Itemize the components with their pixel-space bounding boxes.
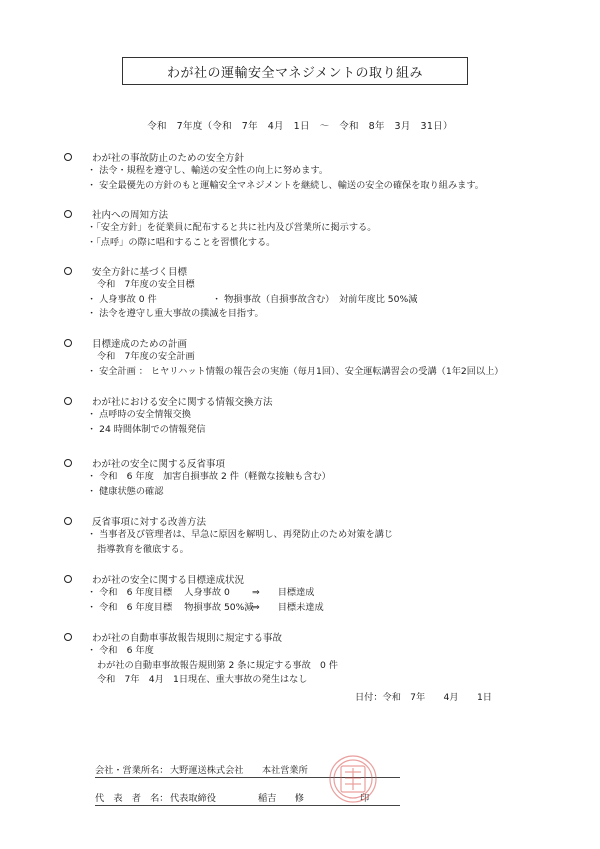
company-seal-stamp (327, 748, 379, 810)
arrow-right-icon: ⇒ (252, 587, 260, 598)
section-accident-report (64, 630, 564, 688)
document-date: 日付：令和 7年 4月 1日 (355, 692, 492, 703)
section-safety-targets (64, 264, 564, 322)
representative-name: 稲吉 修 (258, 793, 304, 804)
circle-bullet-icon (64, 267, 72, 275)
target-personal-injury: ・ 人身事故 0 件 (87, 293, 157, 305)
list-item: わが社の自動車事故報告規則第 2 条に規定する事故 0 件 (97, 659, 338, 671)
status-result: 目標未達成 (277, 601, 324, 613)
section-heading: わが社の安全に関する目標達成状況 (92, 575, 245, 586)
arrow-right-icon: ⇒ (252, 601, 260, 613)
circle-bullet-icon (64, 517, 72, 525)
section-safety-policy (64, 150, 564, 193)
representative-label: 代 表 者 名： (95, 793, 169, 804)
list-item (64, 293, 564, 308)
list-item: 指導教育を徹底する。 (97, 543, 189, 555)
section-heading: 反省事項に対する改善方法 (92, 517, 207, 528)
list-item: ・ 法令・規程を遵守し、輸送の安全性の向上に努めます。 (87, 165, 329, 176)
list-item: ・ 当事者及び管理者は、早急に原因を解明し、再発防止のため対策を講じ (87, 529, 394, 540)
section-heading: わが社の安全に関する反省事項 (92, 459, 226, 470)
status-result: 目標達成 (277, 587, 315, 598)
list-item: ・ 令和 6 年度 (87, 645, 154, 656)
circle-bullet-icon (64, 153, 72, 161)
list-item: ・ 健康状態の確認 (87, 485, 164, 497)
list-item: ・ 24 時間体制での情報発信 (87, 423, 206, 435)
section-heading: わが社の事故防止のための安全方針 (92, 153, 245, 164)
circle-bullet-icon (64, 210, 72, 218)
circle-bullet-icon (64, 339, 72, 347)
circle-bullet-icon (64, 575, 72, 583)
section-heading: わが社における安全に関する情報交換方法 (92, 397, 273, 408)
section-heading: 社内への周知方法 (92, 210, 169, 221)
circle-bullet-icon (64, 633, 72, 641)
representative-title: 代表取締役 (170, 793, 216, 804)
section-heading: 目標達成のための計画 (92, 339, 188, 350)
section-target-status (64, 572, 564, 615)
section-heading: 安全方針に基づく目標 (92, 267, 188, 278)
circle-bullet-icon (64, 397, 72, 405)
table-row (64, 586, 564, 601)
status-target: ・ 令和 6 年度目標 人身事故 0 (87, 587, 230, 598)
section-info-exchange (64, 394, 564, 437)
status-target: ・ 令和 6 年度目標 物損事故 50%減 (87, 601, 254, 613)
target-property-damage: ・ 物損事故（自損事故含む） 対前年度比 50%減 (212, 293, 418, 305)
seal-mark: 印 (360, 793, 370, 804)
table-row (64, 601, 564, 616)
list-item: ・「安全方針」を従業員に配布すると共に社内及び営業所に掲示する。 (87, 222, 377, 233)
section-internal-notice (64, 207, 564, 250)
section-heading: わが社の自動車事故報告規則に規定する事故 (92, 633, 283, 644)
list-item: ・「点呼」の際に唱和することを習慣化する。 (87, 236, 276, 248)
section-reflections (64, 456, 564, 499)
list-item: ・ 法令を遵守し重大事故の撲滅を目指す。 (87, 308, 264, 319)
fiscal-period: 令和 7年度（令和 7年 4月 1日 ～ 令和 8年 3月 31日） (147, 121, 453, 132)
list-item: ・ 令和 6 年度 加害自損事故 2 件（軽微な接触も含む） (87, 471, 331, 482)
list-item: 令和 7年 4月 1日現在、重大事故の発生はなし (97, 674, 308, 685)
section-plan (64, 336, 564, 379)
circle-bullet-icon (64, 459, 72, 467)
section-improvements (64, 514, 564, 557)
list-item: ・ 安全計画 ： ヒヤリハット情報の報告会の実施（毎月1回）、安全運転講習会の受講（1年2回以上） (87, 365, 504, 377)
section-subheading: 令和 7年度の安全計画 (97, 351, 195, 362)
company-label: 会社・営業所名： (95, 765, 169, 776)
list-item: ・ 安全最優先の方針のもと運輸安全マネジメントを継続し、輸送の安全の確保を取り組みます。 (87, 179, 484, 191)
section-subheading: 令和 7年度の安全目標 (97, 279, 195, 290)
company-name: 大野運送株式会社 本社営業所 (170, 765, 308, 776)
list-item: ・ 点呼時の安全情報交換 (87, 409, 191, 420)
document-title: わが社の運輸安全マネジメントの取り組み (122, 57, 468, 85)
